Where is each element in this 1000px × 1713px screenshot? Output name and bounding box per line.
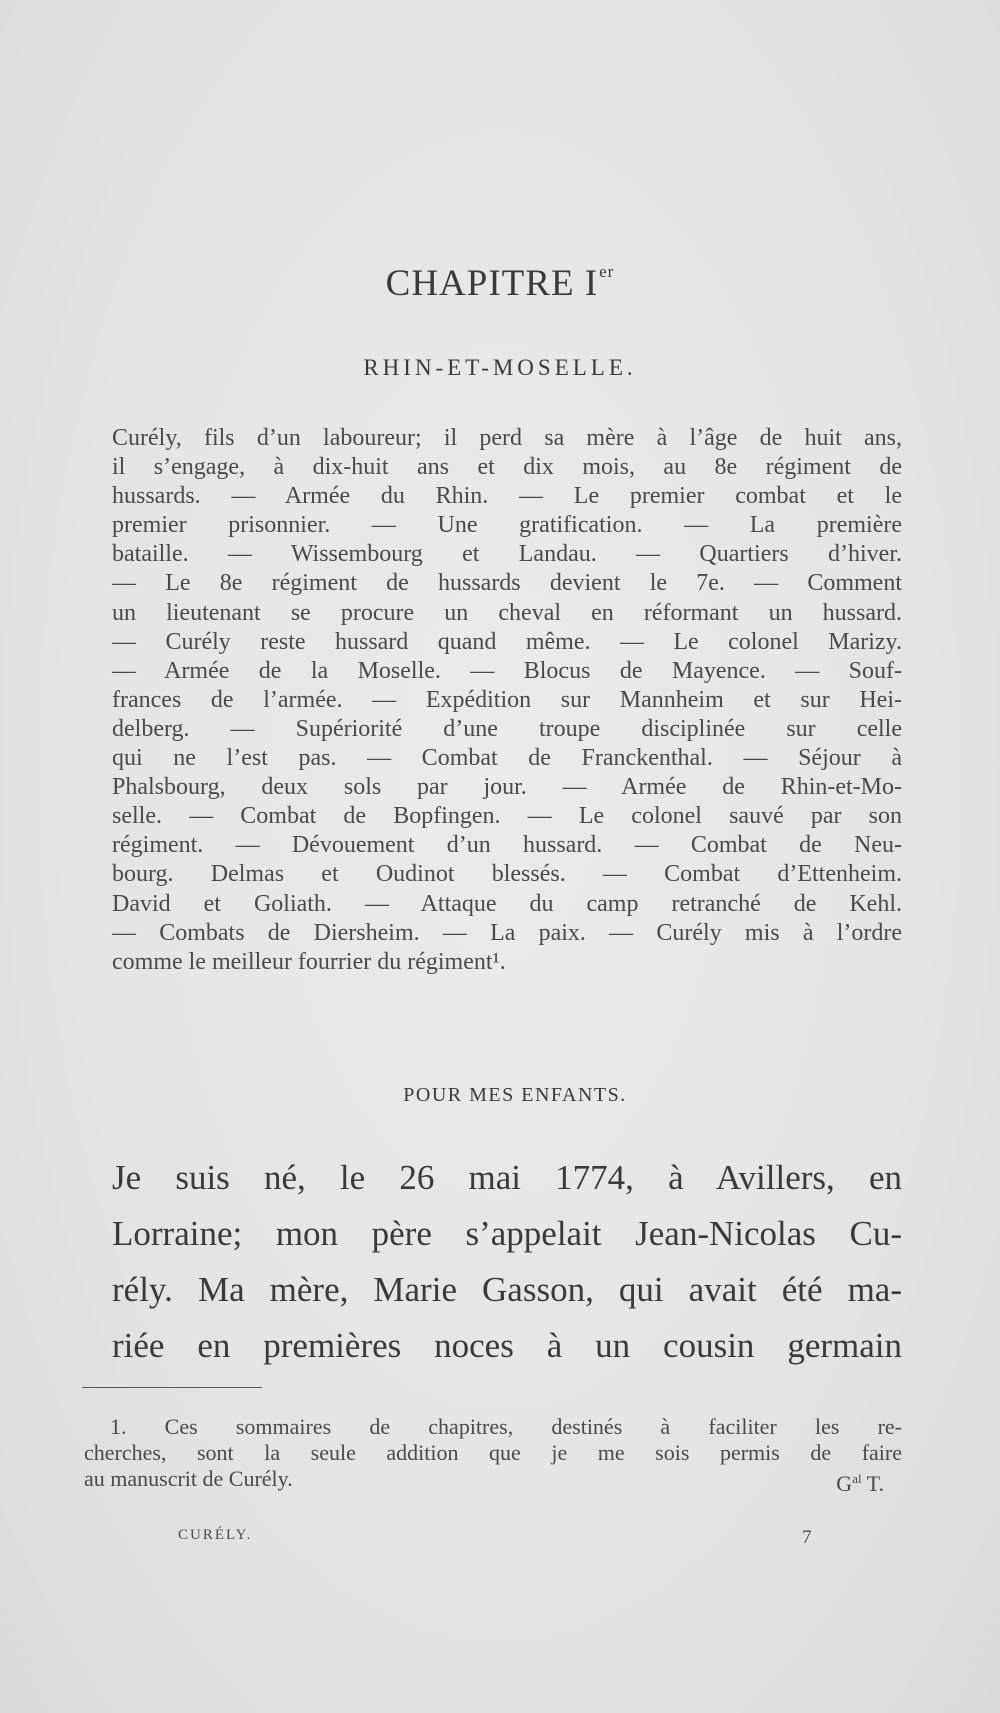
footnote <box>84 1414 902 1496</box>
page-number: 7 <box>802 1527 812 1548</box>
running-foot: CURÉLY. <box>178 1527 253 1543</box>
signature-end: T. <box>861 1471 884 1496</box>
footnote-rule <box>82 1387 262 1388</box>
footnote-last-line <box>84 1466 902 1496</box>
body-paragraph <box>112 1150 902 1374</box>
chapter-summary <box>112 424 902 977</box>
dedication-heading: POUR MES ENFANTS. <box>403 1084 627 1106</box>
summary-line: selle. — Combat de Bopfingen. — Le colonel sauvé par son <box>112 803 902 830</box>
summary-line: — Combats de Diersheim. — La paix. — Curély mis à l’ordre <box>112 919 902 946</box>
summary-line: — Curély reste hussard quand même. — Le colonel Marizy. <box>112 628 902 655</box>
summary-line: qui ne l’est pas. — Combat de Franckenthal. — Séjour à <box>112 745 902 772</box>
summary-line: un lieutenant se procure un cheval en réformant un hussard. <box>112 599 902 626</box>
body-line: rély. Ma mère, Marie Gasson, qui avait été ma- <box>112 1270 902 1309</box>
summary-line: premier prisonnier. — Une gratification. — La première <box>112 512 902 539</box>
summary-line: delberg. — Supériorité d’une troupe disciplinée sur celle <box>112 715 902 742</box>
footnote-line: 1. Ces sommaires de chapitres, destinés à faciliter les re- <box>110 1414 902 1439</box>
chapter-title-text: CHAPITRE I <box>385 263 599 304</box>
chapter-title <box>0 262 1000 305</box>
summary-line: frances de l’armée. — Expédition sur Mannheim et sur Hei- <box>112 686 902 713</box>
summary-line: — Armée de la Moselle. — Blocus de Mayence. — Souf- <box>112 657 902 684</box>
summary-line: bourg. Delmas et Oudinot blessés. — Combat d’Ettenheim. <box>112 861 902 888</box>
body-line: Lorraine; mon père s’appelait Jean-Nicolas Cu- <box>112 1214 902 1253</box>
footnote-line: au manuscrit de Curély. <box>84 1466 293 1491</box>
footnote-line: cherches, sont la seule addition que je me sois permis de faire <box>84 1440 902 1465</box>
chapter-title-superscript: er <box>599 262 615 281</box>
body-line: Je suis né, le 26 mai 1774, à Avillers, en <box>112 1158 902 1197</box>
signature-initial: G <box>836 1471 853 1496</box>
summary-line: comme le meilleur fourrier du régiment¹. <box>112 948 506 975</box>
chapter-subtitle: RHIN-ET-MOSELLE. <box>363 355 637 380</box>
summary-line: hussards. — Armée du Rhin. — Le premier combat et le <box>112 483 902 510</box>
summary-line: régiment. — Dévouement d’un hussard. — Combat de Neu- <box>112 832 902 859</box>
summary-line: David et Goliath. — Attaque du camp retranché de Kehl. <box>112 890 902 917</box>
signature-superscript: al <box>852 1471 862 1486</box>
summary-line: il s’engage, à dix-huit ans et dix mois, au 8e régiment de <box>112 454 902 481</box>
body-line: riée en premières noces à un cousin germain <box>112 1326 902 1365</box>
footnote-signature <box>836 1466 884 1497</box>
summary-line: Curély, fils d’un laboureur; il perd sa mère à l’âge de huit ans, <box>112 425 902 451</box>
summary-line: Phalsbourg, deux sols par jour. — Armée de Rhin-et-Mo- <box>112 774 902 801</box>
summary-line: — Le 8e régiment de hussards devient le 7e. — Comment <box>112 570 902 597</box>
summary-line: bataille. — Wissembourg et Landau. — Quartiers d’hiver. <box>112 541 902 568</box>
